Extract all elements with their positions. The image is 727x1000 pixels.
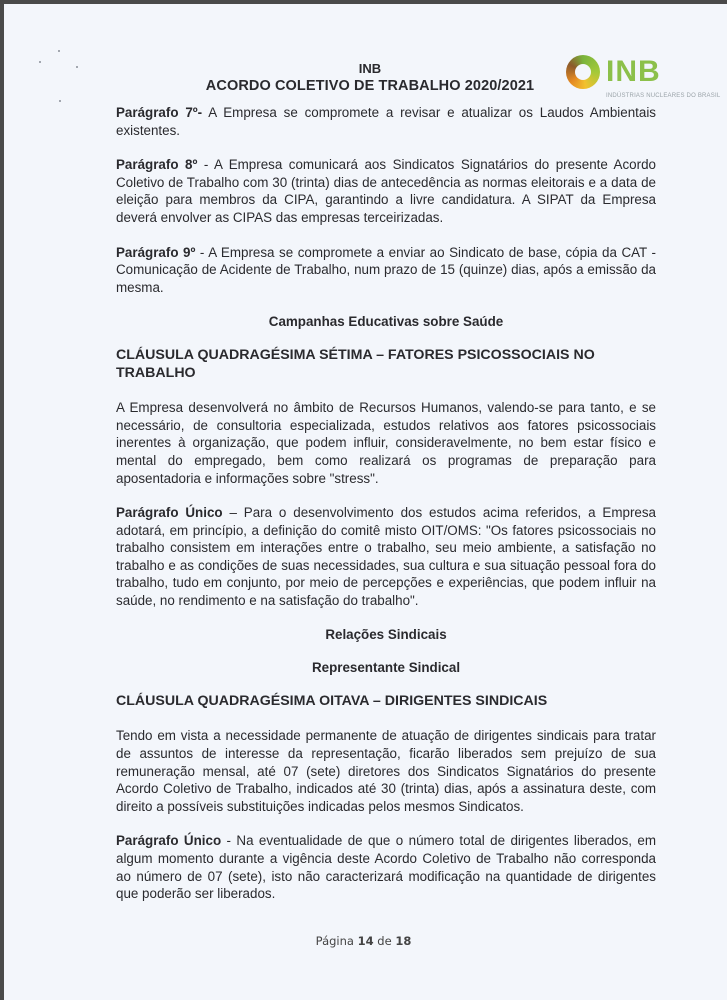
paragraph-text: - A Empresa se compromete a enviar ao Sindicato de base, cópia da CAT - Comunicação de Acidente de Trabalho, num prazo de 15 (quinze) dias, após a emissão da mesma. bbox=[116, 244, 656, 295]
paragraph-label: Parágrafo Único bbox=[116, 833, 222, 849]
clause-title: CLÁUSULA QUADRAGÉSIMA SÉTIMA – FATORES PSICOSSOCIAIS NO TRABALHO bbox=[116, 346, 595, 381]
page-number bbox=[0, 934, 727, 948]
document-header bbox=[180, 60, 560, 95]
logo-text: INB bbox=[606, 55, 661, 88]
inb-logo bbox=[566, 54, 721, 100]
scan-speck bbox=[76, 66, 78, 68]
logo-ring-icon bbox=[566, 55, 600, 89]
scan-speck bbox=[59, 100, 61, 102]
paragraph-9 bbox=[116, 244, 656, 297]
section-heading: Campanhas Educativas sobre Saúde bbox=[268, 314, 504, 330]
scan-border bbox=[0, 0, 727, 4]
scan-speck bbox=[39, 61, 41, 63]
paragraph-text: - Na eventualidade de que o número total de dirigentes liberados, em algum momento durante a vigência deste Acordo Coletivo de Trabalho não corresponda ao número de 07 (sete), isto não caracterizará modificação na quantidade de dirigentes que poderão ser liberados. bbox=[116, 833, 656, 902]
section-heading: Relações Sindicais bbox=[325, 626, 447, 642]
paragraph-text: A Empresa se compromete a revisar e atualizar os Laudos Ambientais existentes. bbox=[116, 105, 656, 138]
header-title: ACORDO COLETIVO DE TRABALHO 2020/2021 bbox=[205, 78, 535, 94]
paragraph-label: Parágrafo 7º- bbox=[116, 105, 203, 120]
clause-title: CLÁUSULA QUADRAGÉSIMA OITAVA – DIRIGENTES SINDICAIS bbox=[116, 692, 548, 709]
paragraph-unico bbox=[116, 504, 656, 610]
scan-speck bbox=[58, 50, 60, 52]
paragraph-7 bbox=[116, 104, 656, 139]
paragraph-8 bbox=[116, 156, 656, 226]
document-body bbox=[116, 104, 656, 903]
paragraph-label: Parágrafo 9º bbox=[116, 244, 196, 260]
section-subheading: Representante Sindical bbox=[311, 660, 461, 676]
page-word: Página bbox=[315, 934, 358, 948]
header-org: INB bbox=[358, 61, 382, 76]
page-total: 18 bbox=[395, 934, 412, 948]
scan-border bbox=[0, 0, 4, 1000]
page-current: 14 bbox=[357, 934, 374, 948]
logo-tagline: INDÚSTRIAS NUCLEARES DO BRASIL bbox=[606, 93, 721, 99]
paragraph-label: Parágrafo Único bbox=[116, 505, 223, 521]
clause-body: A Empresa desenvolverá no âmbito de Recursos Humanos, valendo-se para tanto, e se necessário, de consultoria especializada, estudos relativos aos fatores psicossociais inerentes à organização, que podem influir, consideravelmente, no bem estar físico e mental do empregado, bem como realizará os programas de preparação para aposentadoria e informações sobre "stress". bbox=[116, 400, 656, 486]
paragraph-text: – Para o desenvolvimento dos estudos acima referidos, a Empresa adotará, em princípio, a definição do comitê misto OIT/OMS: "Os fatores psicossociais no trabalho consistem em interações entre o trabalho, seu meio ambiente, a satisfação no trabalho e as condições de suas necessidades, sua cultura e sua situação pessoal fora do trabalho, tudo em conjunto, por meio de percepções e experiências, que podem influir na saúde, no rendimento e na satisfação do trabalho". bbox=[116, 505, 656, 609]
logo-mark bbox=[566, 54, 661, 90]
paragraph-text: - A Empresa comunicará aos Sindicatos Signatários do presente Acordo Coletivo de Trabalho com 30 (trinta) dias de antecedência as normas eleitorais e a data de eleição para membros da CIPA, garantindo a livre candidatura. A SIPAT da Empresa deverá envolver as CIPAS das empresas terceirizadas. bbox=[116, 157, 656, 225]
paragraph-label: Parágrafo 8º bbox=[116, 157, 198, 173]
page-of: de bbox=[373, 934, 396, 948]
clause-body: Tendo em vista a necessidade permanente de atuação de dirigentes sindicais para tratar de assuntos de interesse da representação, ficarão liberados sem prejuízo de sua remuneração mensal, até 07 (sete) diretores dos Sindicatos Signatários do presente Acordo Coletivo de Trabalho, indicados até 30 (trinta) dias, após a assinatura deste, com direito a possíveis substituições indicadas pelos mesmos Sindicatos. bbox=[116, 728, 656, 814]
paragraph-unico bbox=[116, 832, 656, 902]
